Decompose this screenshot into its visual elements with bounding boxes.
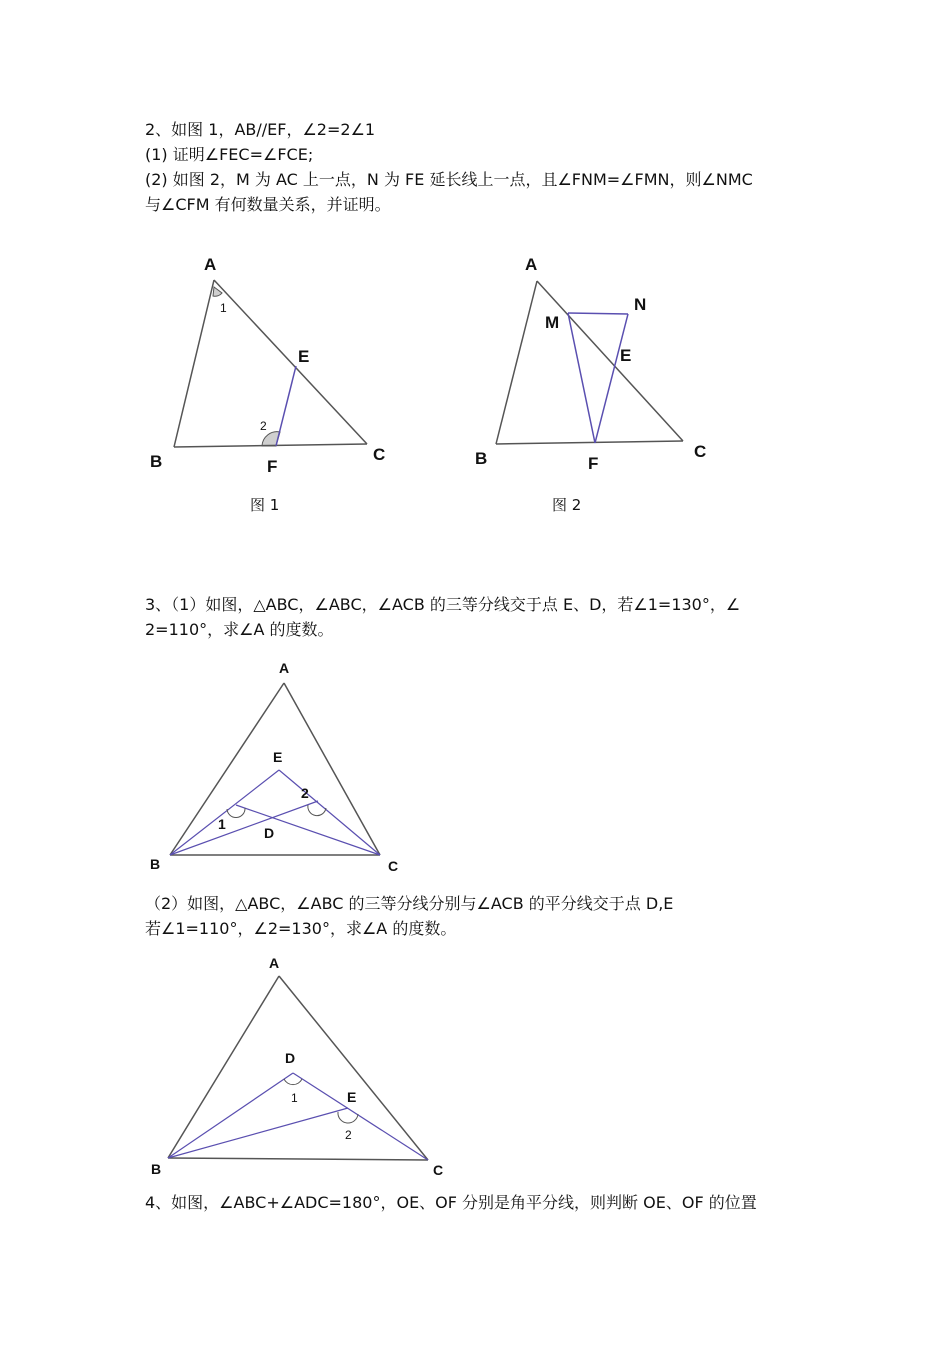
segment-BE (168, 1108, 348, 1158)
label-E: E (347, 1089, 357, 1105)
problem2-line4: 与∠CFM 有何数量关系，并证明。 (145, 195, 391, 214)
segment-C-trisector (236, 805, 380, 855)
angle1-label: 1 (291, 1091, 298, 1105)
figure1-caption: 图 1 (250, 496, 280, 514)
angle1-label: 1 (218, 816, 226, 832)
angle1-mark (284, 1079, 302, 1085)
angle2-label: 2 (260, 419, 267, 433)
angle2-label: 2 (345, 1128, 352, 1142)
label-E: E (298, 347, 310, 366)
label-E: E (273, 749, 283, 765)
figure-1 (150, 255, 385, 476)
label-E: E (620, 346, 632, 365)
problem2-line2: (1) 证明∠FEC=∠FCE; (145, 145, 314, 164)
figure-2 (475, 255, 706, 473)
label-B: B (150, 452, 163, 471)
segment-AC (214, 280, 367, 444)
label-C: C (388, 858, 399, 874)
segment-B-trisector (170, 801, 318, 855)
label-B: B (150, 856, 161, 872)
label-F: F (588, 454, 599, 473)
figure-3 (150, 660, 398, 874)
problem2-line3: (2) 如图 2，M 为 AC 上一点，N 为 FE 延长线上一点，且∠FNM=∠FMN，则∠NMC (145, 170, 753, 189)
label-C: C (373, 445, 386, 464)
segment-NF (595, 314, 628, 443)
label-C: C (433, 1162, 444, 1178)
segment-AC (279, 976, 428, 1160)
segment-BC (496, 441, 683, 444)
label-D: D (264, 825, 275, 841)
segment-AC (284, 683, 380, 855)
segment-EC (279, 770, 380, 855)
label-A: A (279, 660, 290, 676)
problem3-part2-line2: 若∠1=110°，∠2=130°，求∠A 的度数。 (145, 919, 457, 938)
angle1-label: 1 (220, 301, 227, 315)
label-N: N (634, 295, 647, 314)
label-B: B (475, 449, 488, 468)
segment-AB (174, 280, 214, 447)
segment-AC (537, 281, 683, 441)
label-A: A (204, 255, 217, 274)
segment-AB (168, 976, 279, 1158)
segment-BE (170, 770, 279, 855)
segment-DC (293, 1073, 428, 1160)
problem3-line2: 2=110°，求∠A 的度数。 (145, 620, 334, 639)
segment-BD (168, 1073, 293, 1158)
segment-AB (496, 281, 537, 444)
angle1-mark (227, 808, 245, 818)
label-A: A (269, 955, 280, 971)
label-D: D (285, 1050, 296, 1066)
label-M: M (545, 313, 560, 332)
label-C: C (694, 442, 707, 461)
problem3-part2-line1: （2）如图，△ABC，∠ABC 的三等分线分别与∠ACB 的平分线交于点 D,E (145, 894, 674, 913)
angle1-mark (213, 287, 222, 296)
angle2-label: 2 (301, 785, 309, 801)
label-B: B (151, 1161, 162, 1177)
problem3-line1: 3、（1）如图，△ABC，∠ABC，∠ACB 的三等分线交于点 E、D，若∠1=130°，∠ (145, 595, 741, 614)
figure2-caption: 图 2 (552, 496, 582, 514)
segment-EF (276, 366, 296, 446)
segment-BC (168, 1158, 428, 1160)
label-F: F (267, 457, 278, 476)
segment-MN (568, 313, 628, 314)
figure-4 (151, 955, 443, 1178)
label-A: A (525, 255, 538, 274)
problem2-line1: 2、如图 1，AB//EF，∠2=2∠1 (145, 120, 376, 139)
problem4-line1: 4、如图，∠ABC+∠ADC=180°，OE、OF 分别是角平分线，则判断 OE、OF 的位置 (145, 1193, 757, 1212)
segment-MF (568, 313, 595, 443)
